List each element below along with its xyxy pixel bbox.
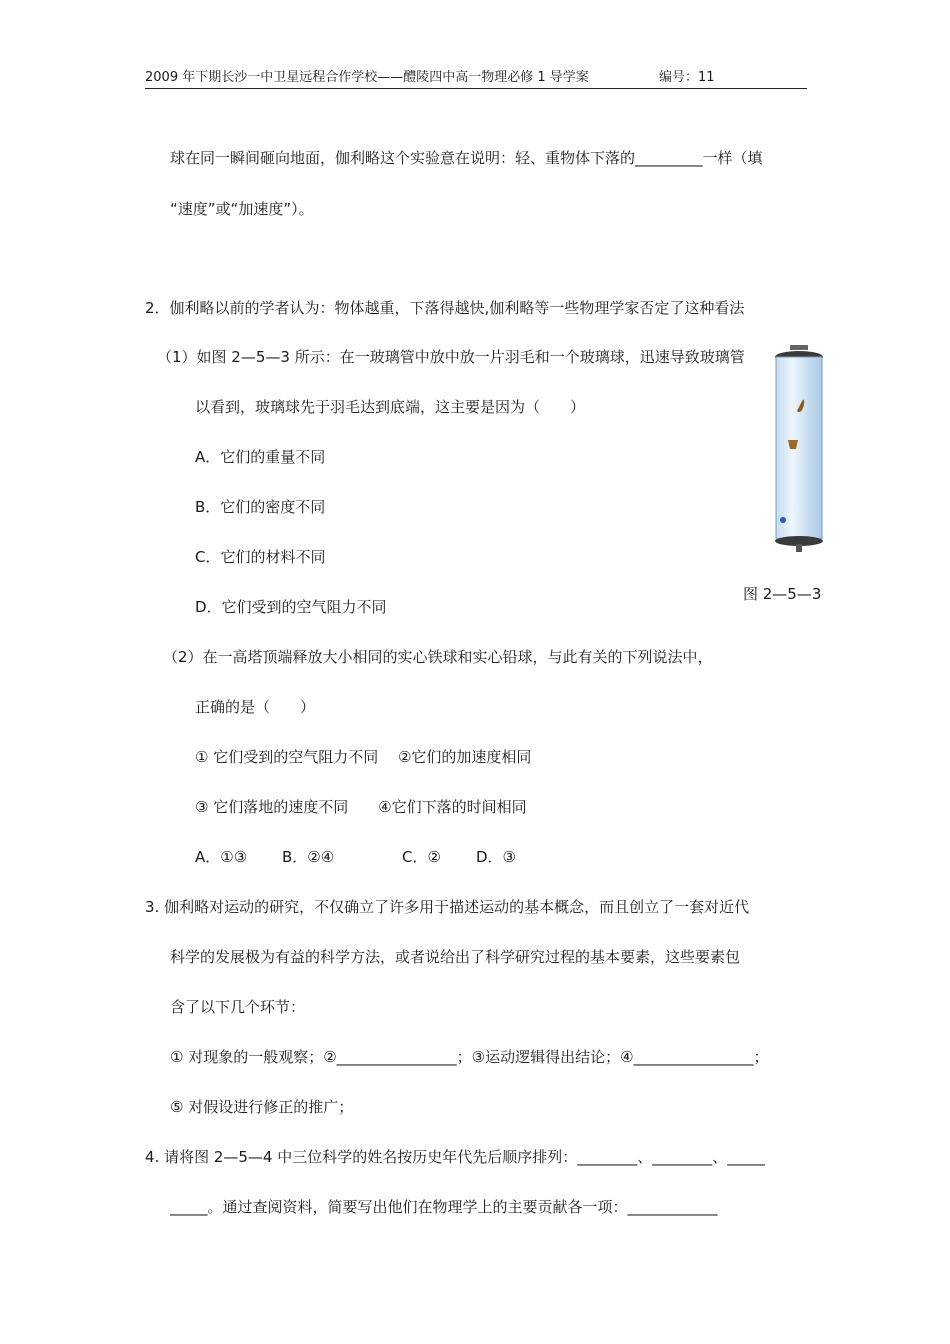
glass-tube-figure	[770, 345, 834, 561]
glass-ball-icon	[780, 517, 786, 523]
q2-option-a: A．它们的重量不同	[195, 448, 326, 466]
figure-caption: 图 2—5—3	[743, 585, 822, 603]
q3-line-3: 含了以下几个环节：	[170, 998, 306, 1016]
tube-knob	[790, 345, 808, 350]
q2-sub2-line-1: （2）在一高塔顶端释放大小相同的实心铁球和实心铅球，与此有关的下列说法中，	[163, 648, 713, 666]
q3-line-1: 3. 伽利略对运动的研究，不仅确立了许多用于描述运动的基本概念，而且创立了一套对近代	[145, 898, 750, 916]
q2-sub2-option-b: B．②④	[282, 848, 335, 866]
page-header	[145, 66, 807, 89]
q2-sub2-option-a: A．①③	[195, 848, 248, 866]
q3-line-4: ① 对现象的一般观察；②________________；③运动逻辑得出结论；④________________；	[170, 1048, 769, 1066]
q3-line-5: ⑤ 对假设进行修正的推广；	[170, 1098, 354, 1116]
q4-line-1: 4. 请将图 2—5—4 中三位科学的姓名按历史年代先后顺序排列：________、________、_____	[145, 1148, 765, 1166]
q1-line-2: “速度”或“加速度”）。	[170, 200, 314, 218]
q2-option-b: B．它们的密度不同	[195, 498, 326, 516]
q4-line-2: _____。通过查阅资料，简要写出他们在物理学上的主要贡献各一项：____________	[170, 1198, 718, 1216]
q2-statements-2: ③ 它们落地的速度不同 ④它们下落的时间相同	[195, 798, 527, 816]
q2-sub2-option-d: D．③	[476, 848, 516, 866]
header-number: 编号：11	[659, 70, 715, 85]
header-title: 2009 年下期长沙一中卫星远程合作学校——醴陵四中高一物理必修 1 导学案	[145, 70, 589, 85]
q2-option-d: D．它们受到的空气阻力不同	[195, 598, 387, 616]
q2-sub1-line-1: （1）如图 2—5—3 所示：在一玻璃管中放中放一片羽毛和一个玻璃球，迅速导致玻璃管	[157, 348, 745, 366]
q2-sub2-line-2: 正确的是（ ）	[195, 698, 316, 716]
q2-stem: 2．伽利略以前的学者认为：物体越重，下落得越快,伽利略等一些物理学家否定了这种看法	[145, 299, 745, 317]
q2-sub1-line-2: 以看到，玻璃球先于羽毛达到底端，这主要是因为（ ）	[195, 398, 586, 416]
tube-body	[776, 357, 822, 539]
q1-line-1: 球在同一瞬间砸向地面，伽利略这个实验意在说明：轻、重物体下落的_________一样（填	[170, 149, 763, 167]
q2-sub2-option-c: C．②	[402, 848, 441, 866]
q2-option-c: C．它们的材料不同	[195, 548, 326, 566]
q2-statements-1: ① 它们受到的空气阻力不同 ②它们的加速度相同	[195, 748, 532, 766]
q3-line-2: 科学的发展极为有益的科学方法，或者说给出了科学研究过程的基本要素，这些要素包	[170, 948, 741, 966]
tube-valve	[796, 544, 802, 552]
